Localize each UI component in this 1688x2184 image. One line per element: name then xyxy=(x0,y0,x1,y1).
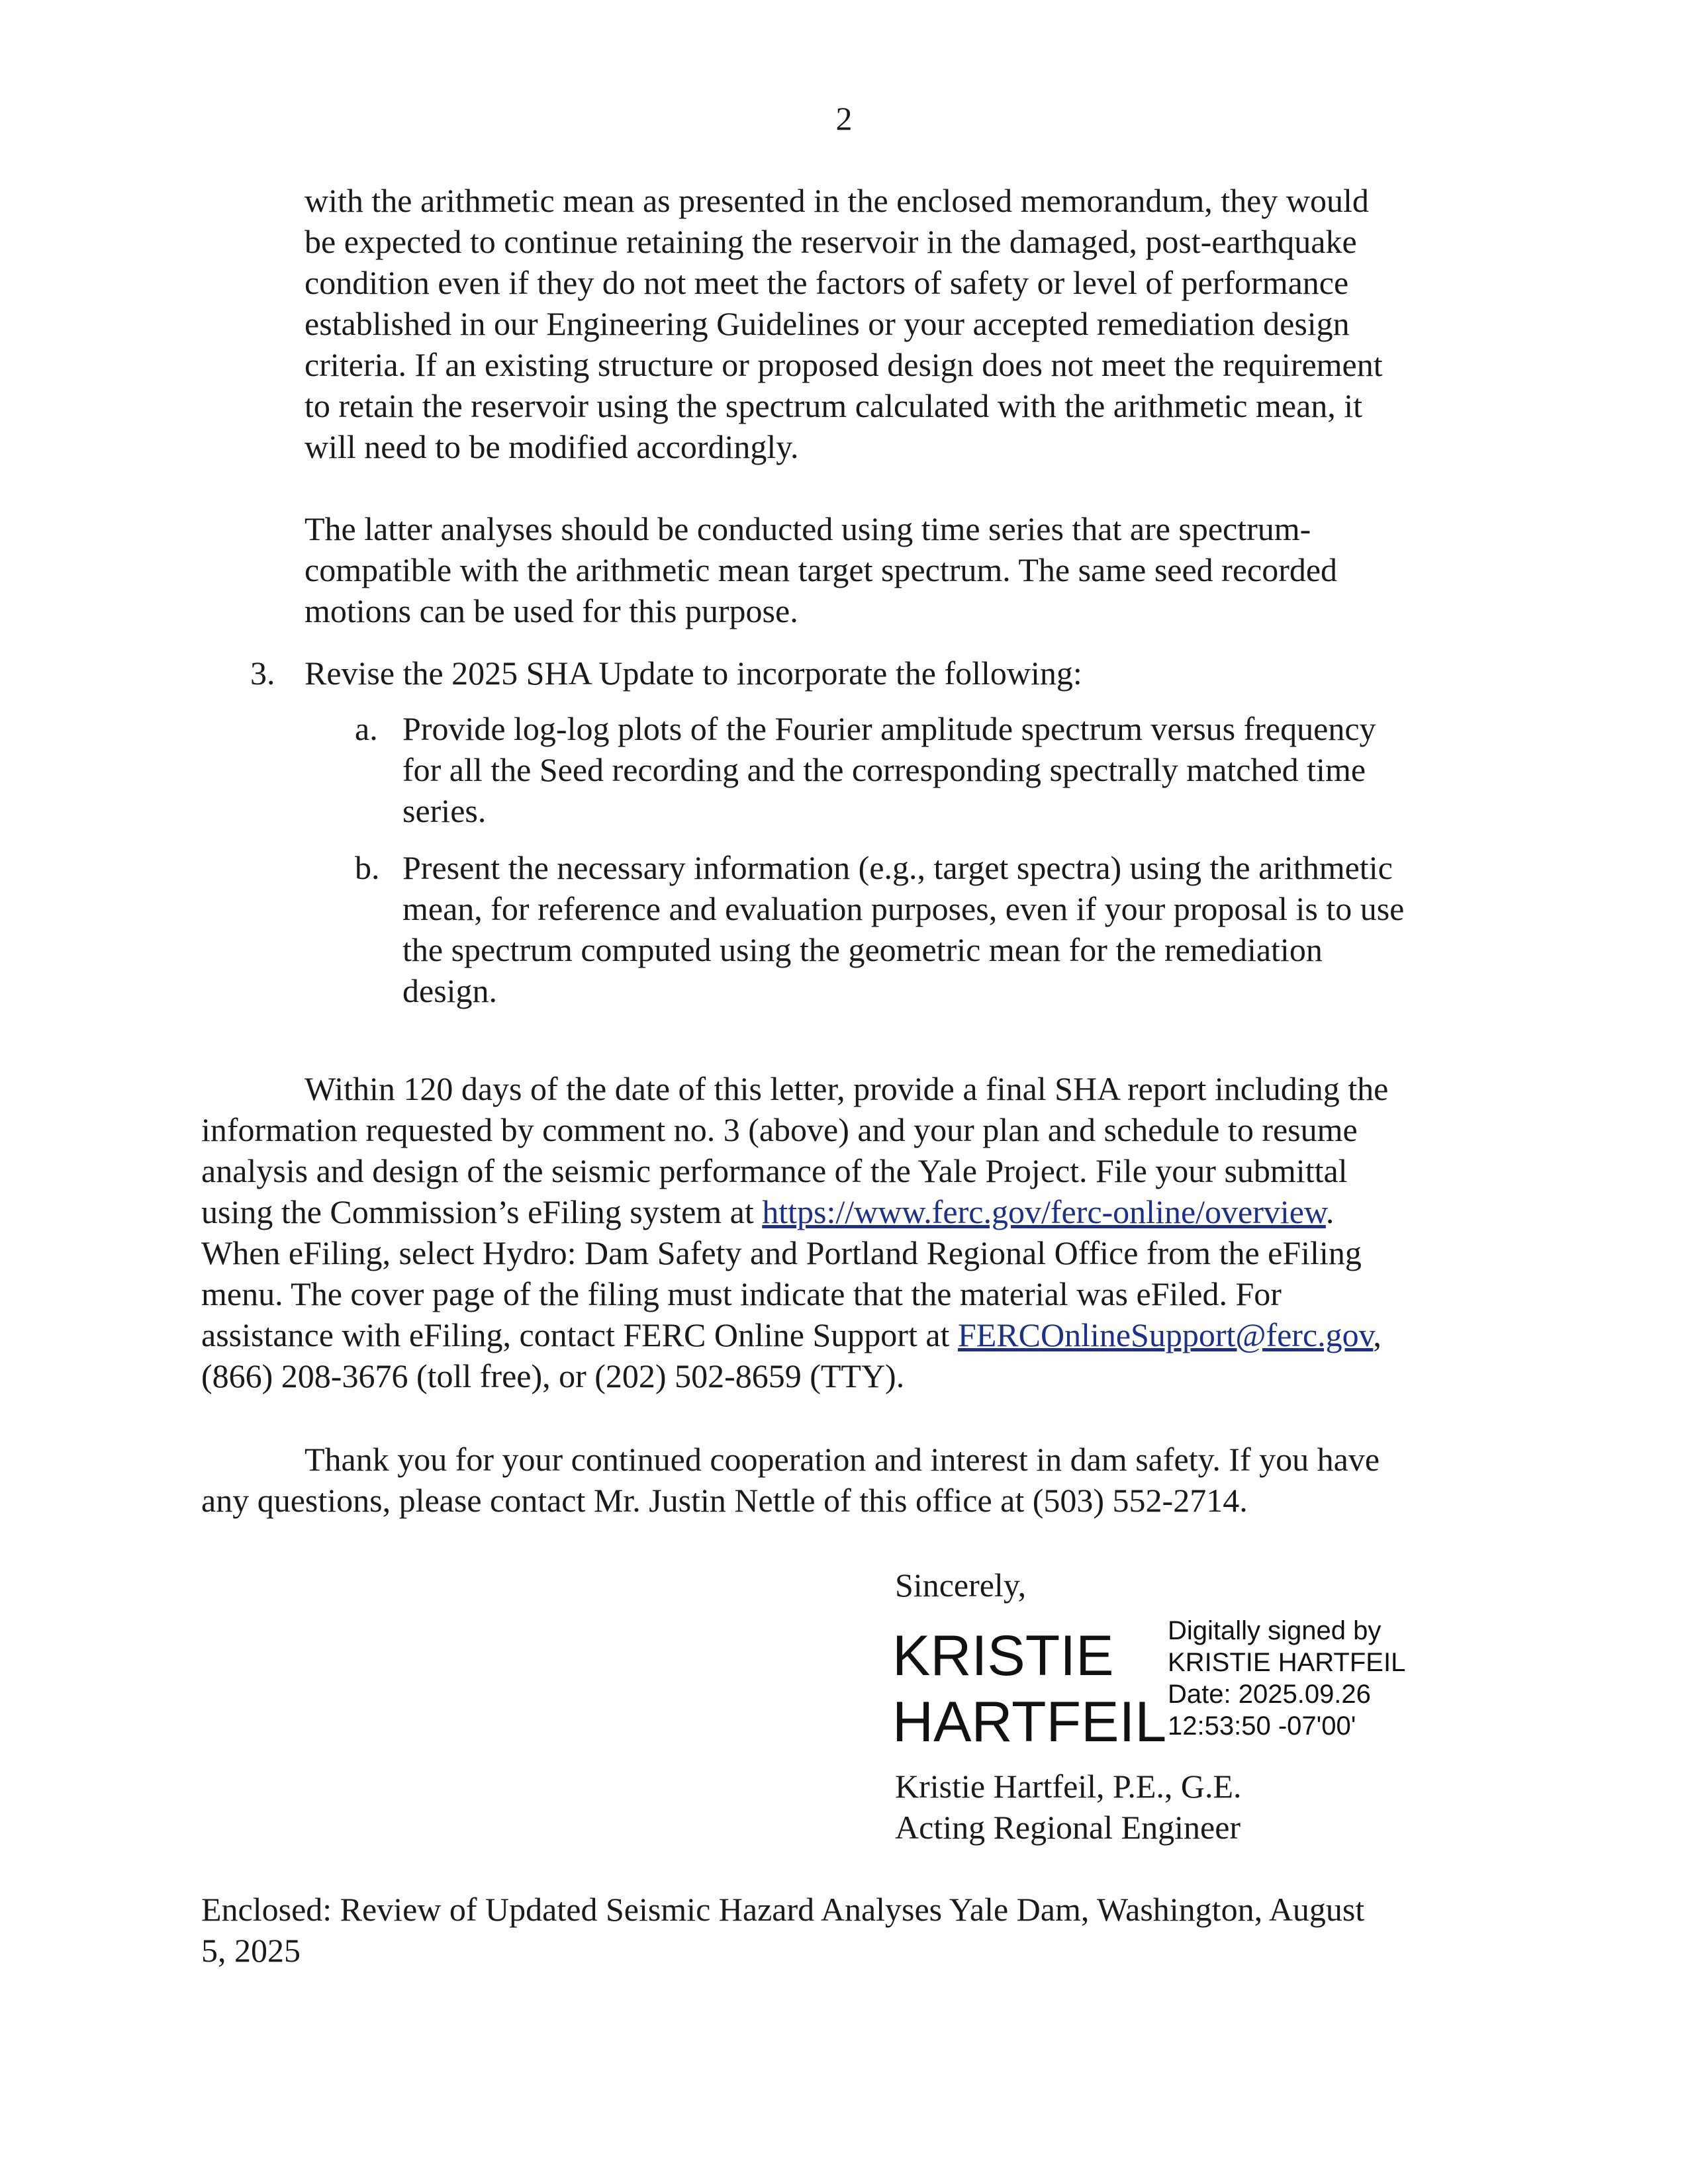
signature-meta-line: 12:53:50 -07'00' xyxy=(1168,1711,1356,1741)
signer-name: Kristie Hartfeil, P.E., G.E. xyxy=(895,1768,1242,1805)
text-line: Provide log-log plots of the Fourier amplitude spectrum versus frequency xyxy=(402,710,1376,747)
signature-meta-line: Digitally signed by xyxy=(1168,1616,1382,1645)
enclosure-note xyxy=(201,1889,1485,1971)
closing: Sincerely, xyxy=(895,1567,1027,1604)
latter-analyses-paragraph xyxy=(305,508,1496,631)
text-line xyxy=(201,1191,1499,1232)
text-line: series. xyxy=(402,792,487,829)
text-segment: using the Commission’s eFiling system at xyxy=(201,1193,763,1230)
signature-name-line: KRISTIE xyxy=(892,1624,1114,1688)
text-line: Within 120 days of the date of this letter, provide a final SHA report including the xyxy=(305,1070,1389,1107)
text-line: to retain the reservoir using the spectrum calculated with the arithmetic mean, it xyxy=(305,387,1363,424)
signature-name-line: HARTFEIL xyxy=(892,1690,1167,1754)
text-line: the spectrum computed using the geometric mean for the remediation xyxy=(402,931,1323,968)
page-number: 2 xyxy=(835,100,853,137)
text-line: 5, 2025 xyxy=(201,1932,301,1969)
sub-item-text xyxy=(402,847,1507,1011)
text-line xyxy=(201,1314,1499,1355)
digital-signature-name xyxy=(892,1623,1166,1755)
signature-meta-line: KRISTIE HARTFEIL xyxy=(1168,1648,1406,1677)
text-line: for all the Seed recording and the corresponding spectrally matched time xyxy=(402,751,1366,788)
text-line: information requested by comment no. 3 (above) and your plan and schedule to resume xyxy=(201,1111,1358,1148)
text-segment: . xyxy=(1325,1193,1335,1230)
text-line: be expected to continue retaining the reservoir in the damaged, post-earthquake xyxy=(305,223,1357,260)
text-line: established in our Engineering Guidelines or your accepted remediation design xyxy=(305,305,1350,342)
text-line: Present the necessary information (e.g., target spectra) using the arithmetic xyxy=(402,849,1393,886)
text-line: The latter analyses should be conducted using time series that are spectrum- xyxy=(305,510,1311,547)
text-line: will need to be modified accordingly. xyxy=(305,428,799,465)
thanks-paragraph xyxy=(201,1439,1499,1521)
text-line: motions can be used for this purpose. xyxy=(305,592,798,629)
text-line: any questions, please contact Mr. Justin Nettle of this office at (503) 552-2714. xyxy=(201,1482,1248,1519)
signer-title: Acting Regional Engineer xyxy=(895,1809,1241,1846)
text-segment: assistance with eFiling, contact FERC Online Support at xyxy=(201,1316,958,1353)
text-line: criteria. If an existing structure or proposed design does not meet the requirement xyxy=(305,346,1383,383)
signer-block xyxy=(895,1766,1242,1848)
support-email-link[interactable]: FERCOnlineSupport@ferc.gov xyxy=(957,1316,1374,1353)
sub-item-marker: a. xyxy=(355,710,378,747)
text-line: analysis and design of the seismic performance of the Yale Project. File your submittal xyxy=(201,1152,1348,1189)
sub-item-text xyxy=(402,708,1507,831)
ferc-online-link[interactable]: https://www.ferc.gov/ferc-online/overview xyxy=(762,1193,1326,1230)
list-number: 3. xyxy=(250,655,275,692)
text-segment: , xyxy=(1373,1316,1382,1353)
text-line: Enclosed: Review of Updated Seismic Hazard Analyses Yale Dam, Washington, August xyxy=(201,1891,1365,1928)
continuation-paragraph xyxy=(305,180,1496,467)
text-line: When eFiling, select Hydro: Dam Safety and Portland Regional Office from the eFiling xyxy=(201,1234,1362,1271)
sub-item-marker: b. xyxy=(355,849,380,886)
submittal-paragraph xyxy=(201,1068,1499,1396)
text-line: design. xyxy=(402,972,498,1009)
digital-signature-details xyxy=(1168,1615,1405,1742)
text-line: with the arithmetic mean as presented in the enclosed memorandum, they would xyxy=(305,182,1369,219)
text-line: mean, for reference and evaluation purposes, even if your proposal is to use xyxy=(402,890,1405,927)
signature-meta-line: Date: 2025.09.26 xyxy=(1168,1680,1371,1709)
list-item-text: Revise the 2025 SHA Update to incorporate the following: xyxy=(305,655,1082,692)
text-line: menu. The cover page of the filing must indicate that the material was eFiled. For xyxy=(201,1275,1282,1312)
text-line: condition even if they do not meet the factors of safety or level of performance xyxy=(305,264,1349,301)
text-line: Thank you for your continued cooperation and interest in dam safety. If you have xyxy=(305,1441,1380,1478)
text-line: (866) 208-3676 (toll free), or (202) 502-8659 (TTY). xyxy=(201,1357,905,1394)
text-line: compatible with the arithmetic mean target spectrum. The same seed recorded xyxy=(305,551,1338,588)
